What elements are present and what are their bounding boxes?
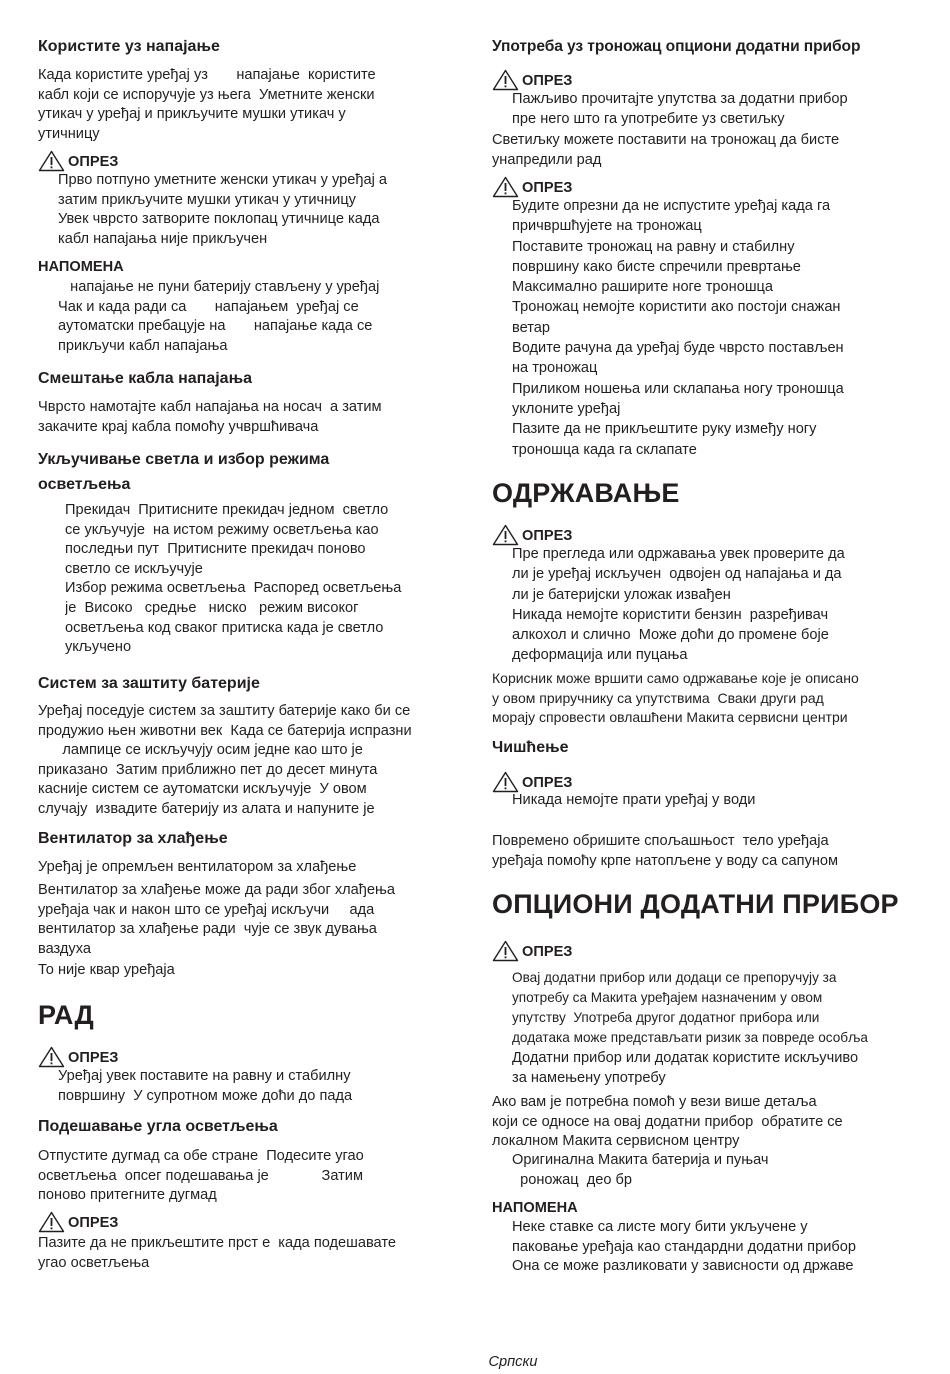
caution-tripod-1 bbox=[492, 69, 914, 91]
caution-label: ОПРЕЗ bbox=[522, 73, 573, 89]
warning-triangle-icon bbox=[38, 1211, 65, 1233]
caution-light-angle-text bbox=[38, 1234, 456, 1273]
text-line: Уређај је опремљен вентилатором за хлађење bbox=[38, 859, 357, 875]
text-line: затим прикључите мушки утикач у утичницу bbox=[58, 191, 356, 208]
text-line: за намењену употребу bbox=[512, 1069, 666, 1086]
text-line: последњи пут Притисните прекидач поново bbox=[65, 541, 366, 558]
text-line: угао осветљења bbox=[38, 1254, 150, 1271]
text-line: Чврсто намотајте кабл напајања на носач а затим bbox=[38, 399, 382, 415]
text-line: Поставите троножац на равну и стабилну bbox=[512, 238, 795, 255]
text-line: Уређај увек поставите на равну и стабилну bbox=[58, 1068, 351, 1084]
optional-accessories-text bbox=[492, 1093, 914, 1152]
caution-ac-power-text bbox=[38, 171, 456, 249]
text-line: троношца када га склапате bbox=[512, 441, 697, 458]
text-line: случају извадите батерију из алата и напуните је bbox=[38, 800, 375, 817]
caution-cleaning bbox=[492, 771, 914, 793]
text-line: укључено bbox=[65, 639, 132, 656]
text-line: локалном Макита сервисном центру bbox=[492, 1133, 740, 1150]
section-title-battery-protection: Систем за заштиту батерије bbox=[38, 675, 260, 692]
text-line: се укључује на истом режиму осветљења као bbox=[65, 521, 379, 538]
text-line: осветљења опсег подешавања је Затим bbox=[38, 1167, 363, 1184]
heading-optional-accessories: ОПЦИОНИ ДОДАТНИ ПРИБОР bbox=[492, 889, 899, 919]
maintenance-text bbox=[492, 669, 914, 728]
battery-protection-text bbox=[38, 702, 456, 820]
optional-accessories-list bbox=[492, 1151, 914, 1190]
text-line: продужио њен животни век Када се батерија испразни bbox=[38, 722, 412, 739]
text-line: Никада немојте прати уређај у води bbox=[512, 792, 756, 808]
note-label: НАПОМЕНА bbox=[492, 1200, 578, 1216]
text-line: Оригинална Макита батерија и пуњач bbox=[512, 1152, 769, 1168]
text-line: Укључивање светла и избор режима bbox=[38, 451, 330, 468]
text-line: светло се искључује bbox=[65, 560, 203, 577]
caution-work-text bbox=[38, 1067, 456, 1106]
text-line: уређаја чак и након што се уређај искључи ада bbox=[38, 901, 375, 918]
text-line: ли је уређај искључен одвојен од напајања и да bbox=[512, 566, 842, 583]
text-line: Пре прегледа или одржавања увек проверите да bbox=[512, 546, 845, 562]
text-line: Она се може разликовати у зависности од државе bbox=[512, 1258, 854, 1275]
cooling-fan-text-3 bbox=[38, 961, 456, 981]
cleaning-text bbox=[492, 832, 914, 871]
text-line: Неке ставке са листе могу бити укључене у bbox=[512, 1219, 808, 1235]
text-line: паковање уређаја као стандардни додатни прибор bbox=[512, 1238, 856, 1255]
text-line: Водите рачуна да уређај буде чврсто постављен bbox=[512, 340, 844, 357]
text-line: морају спровести овлашћени Макита сервисни центри bbox=[492, 709, 848, 726]
text-line: ветар bbox=[512, 319, 550, 336]
section-title-cable-storage: Смештање кабла напајања bbox=[38, 370, 252, 387]
text-line: касније систем се аутоматски искључује У овом bbox=[38, 781, 367, 798]
text-line: Пазите да не прикљештите руку између ногу bbox=[512, 421, 817, 438]
text-line: утичницу bbox=[38, 125, 100, 142]
caution-maintenance bbox=[492, 524, 914, 546]
caution-label: ОПРЕЗ bbox=[522, 775, 573, 791]
text-line: деформација или пуцања bbox=[512, 647, 688, 664]
heading-work: РАД bbox=[38, 1000, 94, 1030]
text-line: Корисник може вршити само одржавање које је описано bbox=[492, 670, 859, 686]
caution-optional-accessories bbox=[492, 940, 914, 962]
caution-ac-power bbox=[38, 150, 456, 172]
text-line: Када користите уређај уз напајање користите bbox=[38, 67, 376, 83]
text-line: вентилатор за хлађење ради чује се звук дувања bbox=[38, 921, 377, 938]
text-line: Приликом ношења или склапања ногу троношца bbox=[512, 380, 844, 397]
caution-tripod-2 bbox=[492, 176, 914, 198]
text-line: утикач у уређај и прикључите мушки утикач у bbox=[38, 106, 346, 123]
text-line: пре него што га употребите уз светиљку bbox=[512, 110, 785, 127]
note-ac-power-text bbox=[38, 278, 456, 356]
text-line: Светиљку можете поставити на троножац да бисте bbox=[492, 132, 840, 148]
text-line: Никада немојте користити бензин разређивач bbox=[512, 606, 829, 623]
text-line: Максимално раширите ноге троношца bbox=[512, 279, 774, 296]
caution-label: ОПРЕЗ bbox=[68, 154, 119, 170]
text-line: упутству Употреба другог додатног прибора или bbox=[512, 1010, 820, 1025]
text-line: Вентилатор за хлађење може да ради због хлађења bbox=[38, 882, 395, 898]
text-line: у овом приручнику са упутствима Сваки други рад bbox=[492, 689, 824, 706]
text-line: Пажљиво прочитајте упутства за додатни прибор bbox=[512, 91, 848, 107]
text-line: лампице се искључују осим једне као што је bbox=[38, 742, 363, 759]
text-line: Овај додатни прибор или додаци се препоручују за bbox=[512, 970, 837, 985]
caution-label: ОПРЕЗ bbox=[68, 1215, 119, 1231]
text-line: аутоматски пребацује на напајање када се bbox=[58, 318, 373, 335]
warning-triangle-icon bbox=[492, 524, 519, 546]
caution-label: ОПРЕЗ bbox=[522, 944, 573, 960]
text-line: Прво потпуно уметните женски утикач у уређај а bbox=[58, 172, 388, 188]
text-line: кабл који се испоручује уз њега Уметните женски bbox=[38, 86, 375, 103]
section-title-tripod: Употреба уз троножац опциони додатни прибор bbox=[492, 38, 861, 55]
text-line: То није квар уређаја bbox=[38, 962, 175, 978]
text-line: Троножац немојте користити ако постоји снажан bbox=[512, 299, 841, 316]
section-title-cooling-fan: Вентилатор за хлађење bbox=[38, 830, 228, 847]
text-line: ваздуха bbox=[38, 940, 91, 957]
text-line: закачите крај кабла помоћу учвршћивача bbox=[38, 418, 319, 435]
section-title-light-angle: Подешавање угла осветљења bbox=[38, 1118, 278, 1135]
text-line: унапредили рад bbox=[492, 151, 602, 168]
caution-optional-accessories-text-2 bbox=[492, 1049, 914, 1088]
text-line: уклоните уређај bbox=[512, 400, 621, 417]
warning-triangle-icon bbox=[38, 1046, 65, 1068]
text-line: Увек чврсто затворите поклопац утичнице када bbox=[58, 211, 380, 228]
text-line: Чак и када ради са напајањем уређај се bbox=[58, 298, 359, 315]
text-line: употребу са Макита уређајем назначеним у овом bbox=[512, 990, 823, 1005]
text-line: прикључи кабл напајања bbox=[58, 337, 228, 354]
text-line: напајање не пуни батерију стављену у уређај bbox=[58, 279, 380, 295]
text-line: Повремено обришите спољашњост тело уређаја bbox=[492, 833, 829, 849]
text-line: уређаја помоћу крпе натопљене у воду са сапуном bbox=[492, 852, 839, 869]
cooling-fan-text-2 bbox=[38, 881, 456, 959]
warning-triangle-icon bbox=[492, 69, 519, 91]
text-line: осветљења код сваког притиска када је светло bbox=[65, 619, 384, 636]
text-line: додатака може представљати ризик за повреде особља bbox=[512, 1030, 868, 1045]
warning-triangle-icon bbox=[492, 940, 519, 962]
text-line: Будите опрезни да не испустите уређај када га bbox=[512, 198, 831, 214]
caution-light-angle bbox=[38, 1211, 456, 1233]
text-line: који се односе на овај додатни прибор обратите се bbox=[492, 1113, 843, 1130]
ac-power-text bbox=[38, 66, 456, 144]
text-line: површину како бисте спречили превртање bbox=[512, 258, 801, 275]
text-line: приказано Затим приближно пет до десет минута bbox=[38, 761, 378, 778]
heading-maintenance: ОДРЖАВАЊЕ bbox=[492, 478, 680, 508]
text-line: на троножац bbox=[512, 360, 598, 377]
text-line: Избор режима осветљења Распоред осветљења bbox=[65, 580, 402, 597]
caution-label: ОПРЕЗ bbox=[522, 180, 573, 196]
caution-maintenance-text bbox=[492, 544, 914, 666]
warning-triangle-icon bbox=[492, 771, 519, 793]
text-line: Пазите да не прикљештите прст е када подешавате bbox=[38, 1235, 396, 1251]
caution-optional-accessories-text bbox=[492, 968, 914, 1048]
text-line: причвршћујете на троножац bbox=[512, 218, 702, 235]
text-line: је Високо средње ниско режим високог bbox=[65, 599, 359, 616]
page-footer-language: Српски bbox=[488, 1354, 538, 1370]
caution-cleaning-text bbox=[492, 791, 914, 811]
cable-storage-text bbox=[38, 398, 456, 437]
text-line: Уређај поседује систем за заштиту батерије како би се bbox=[38, 703, 411, 719]
section-title-light-mode bbox=[38, 447, 456, 497]
caution-work bbox=[38, 1046, 456, 1068]
text-line: поново притегните дугмад bbox=[38, 1187, 217, 1204]
section-title-ac-power: Користите уз напајање bbox=[38, 38, 220, 55]
tripod-text bbox=[492, 131, 914, 170]
caution-tripod-2-text bbox=[492, 196, 914, 460]
text-line: Прекидач Притисните прекидач једном светло bbox=[65, 502, 389, 518]
text-line: ли је батеријски уложак извађен bbox=[512, 586, 731, 603]
cooling-fan-text-1 bbox=[38, 858, 456, 878]
caution-label: ОПРЕЗ bbox=[522, 528, 573, 544]
text-line: роножац део бр bbox=[512, 1171, 632, 1188]
text-line: Додатни прибор или додатак користите искључиво bbox=[512, 1050, 859, 1066]
section-title-cleaning: Чишћење bbox=[492, 739, 569, 756]
caution-tripod-1-text bbox=[492, 90, 914, 129]
note-optional-accessories-text bbox=[492, 1218, 914, 1277]
text-line: алкохол и слично Може доћи до промене боје bbox=[512, 627, 829, 644]
warning-triangle-icon bbox=[492, 176, 519, 198]
light-mode-text bbox=[38, 501, 456, 658]
light-angle-text bbox=[38, 1147, 456, 1206]
text-line: површину У супротном може доћи до пада bbox=[58, 1087, 353, 1104]
text-line: Отпустите дугмад са обе стране Подесите угао bbox=[38, 1148, 364, 1164]
caution-label: ОПРЕЗ bbox=[68, 1050, 119, 1066]
text-line: осветљења bbox=[38, 476, 131, 493]
warning-triangle-icon bbox=[38, 150, 65, 172]
text-line: Ако вам је потребна помоћ у вези више детаља bbox=[492, 1094, 817, 1110]
text-line: кабл напајања није прикључен bbox=[58, 230, 268, 247]
note-label: НАПОМЕНА bbox=[38, 259, 124, 275]
